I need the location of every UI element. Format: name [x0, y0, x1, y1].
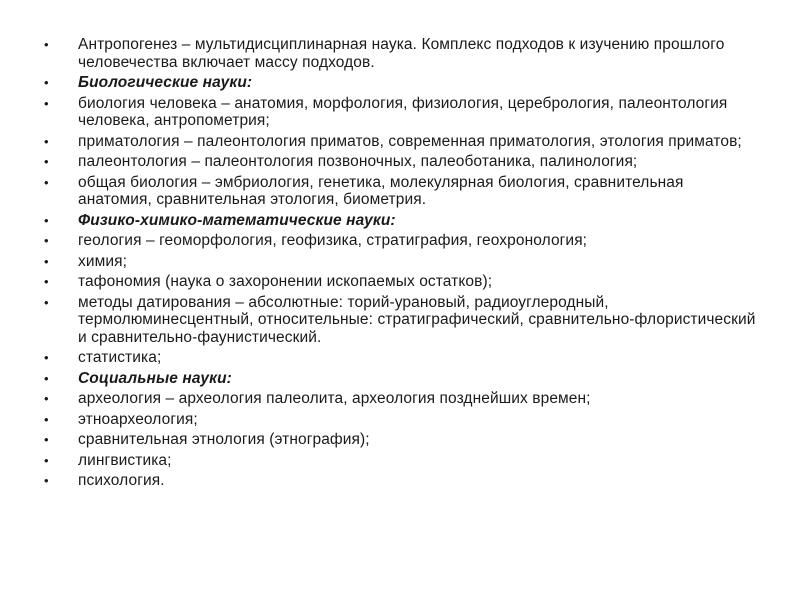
list-item — [44, 174, 756, 209]
list-item-text: сравнительная этнология (этнография); — [78, 431, 370, 448]
list-item — [44, 294, 756, 347]
bullet-icon: • — [44, 350, 49, 365]
list-item — [44, 349, 756, 367]
section-heading — [44, 212, 756, 230]
section-heading-text: Биологические науки: — [78, 74, 253, 91]
section-heading-text: Социальные науки: — [78, 369, 232, 387]
list-item-text: общая биология – эмбриология, генетика, молекулярная биология, сравнительная анатомия, сравнительная этология, биометрия. — [78, 173, 684, 208]
bullet-icon: • — [44, 274, 49, 289]
list-item — [44, 411, 756, 429]
list-item-text: приматология – палеонтология приматов, современная приматология, этология приматов; — [78, 132, 742, 150]
list-item-text: палеонтология – палеонтология позвоночных, палеоботаника, палинология; — [78, 153, 638, 170]
section-heading — [44, 74, 756, 92]
bullet-icon: • — [44, 233, 49, 248]
list-item-text: биология человека – анатомия, морфология, физиология, церебрология, палеонтология человека, антропометрия; — [78, 94, 728, 129]
list-item-text: статистика; — [78, 349, 162, 366]
bullet-icon: • — [44, 133, 49, 149]
bullet-icon: • — [44, 473, 49, 488]
bullet-icon: • — [44, 95, 49, 111]
list-item — [44, 153, 756, 171]
list-item — [44, 472, 756, 490]
bullet-icon: • — [44, 370, 49, 386]
list-item — [44, 273, 756, 291]
bullet-icon: • — [44, 37, 49, 52]
bullet-icon: • — [44, 174, 49, 190]
section-heading-text: Физико-химико-математические науки: — [78, 211, 396, 229]
bullet-icon: • — [44, 411, 49, 427]
list-item-text: тафономия (наука о захоронении ископаемых остатков); — [78, 273, 493, 290]
list-item-text: геология – геоморфология, геофизика, стратиграфия, геохронология; — [78, 232, 588, 249]
list-item — [44, 253, 756, 271]
list-item — [44, 431, 756, 449]
bullet-list — [44, 36, 756, 493]
list-item-text: археология – археология палеолита, археология позднейших времен; — [78, 390, 591, 407]
list-item-text: психология. — [78, 472, 165, 489]
list-item-text: химия; — [78, 252, 128, 270]
list-item — [44, 133, 756, 151]
list-item — [44, 452, 756, 470]
list-item — [44, 95, 756, 130]
list-item-text: этноархеология; — [78, 410, 198, 428]
list-item-text: Антропогенез – мультидисциплинарная наука. Комплекс подходов к изучению прошлого человечества включает массу подходов. — [78, 36, 725, 71]
bullet-icon: • — [44, 294, 49, 310]
section-heading — [44, 370, 756, 388]
bullet-icon: • — [44, 432, 49, 447]
list-item-text: лингвистика; — [78, 451, 172, 469]
bullet-icon: • — [44, 391, 49, 406]
bullet-icon: • — [44, 212, 49, 228]
bullet-icon: • — [44, 75, 49, 90]
bullet-icon: • — [44, 154, 49, 169]
bullet-icon: • — [44, 253, 49, 269]
list-item — [44, 390, 756, 408]
list-item — [44, 232, 756, 250]
bullet-icon: • — [44, 452, 49, 468]
list-item — [44, 36, 756, 71]
list-item-text: методы датирования – абсолютные: торий-урановый, радиоуглеродный, термолюминесцентный, относительные: стратиграфический, сравнительно-флористический и сравнительно-фаунистический. — [78, 293, 756, 346]
